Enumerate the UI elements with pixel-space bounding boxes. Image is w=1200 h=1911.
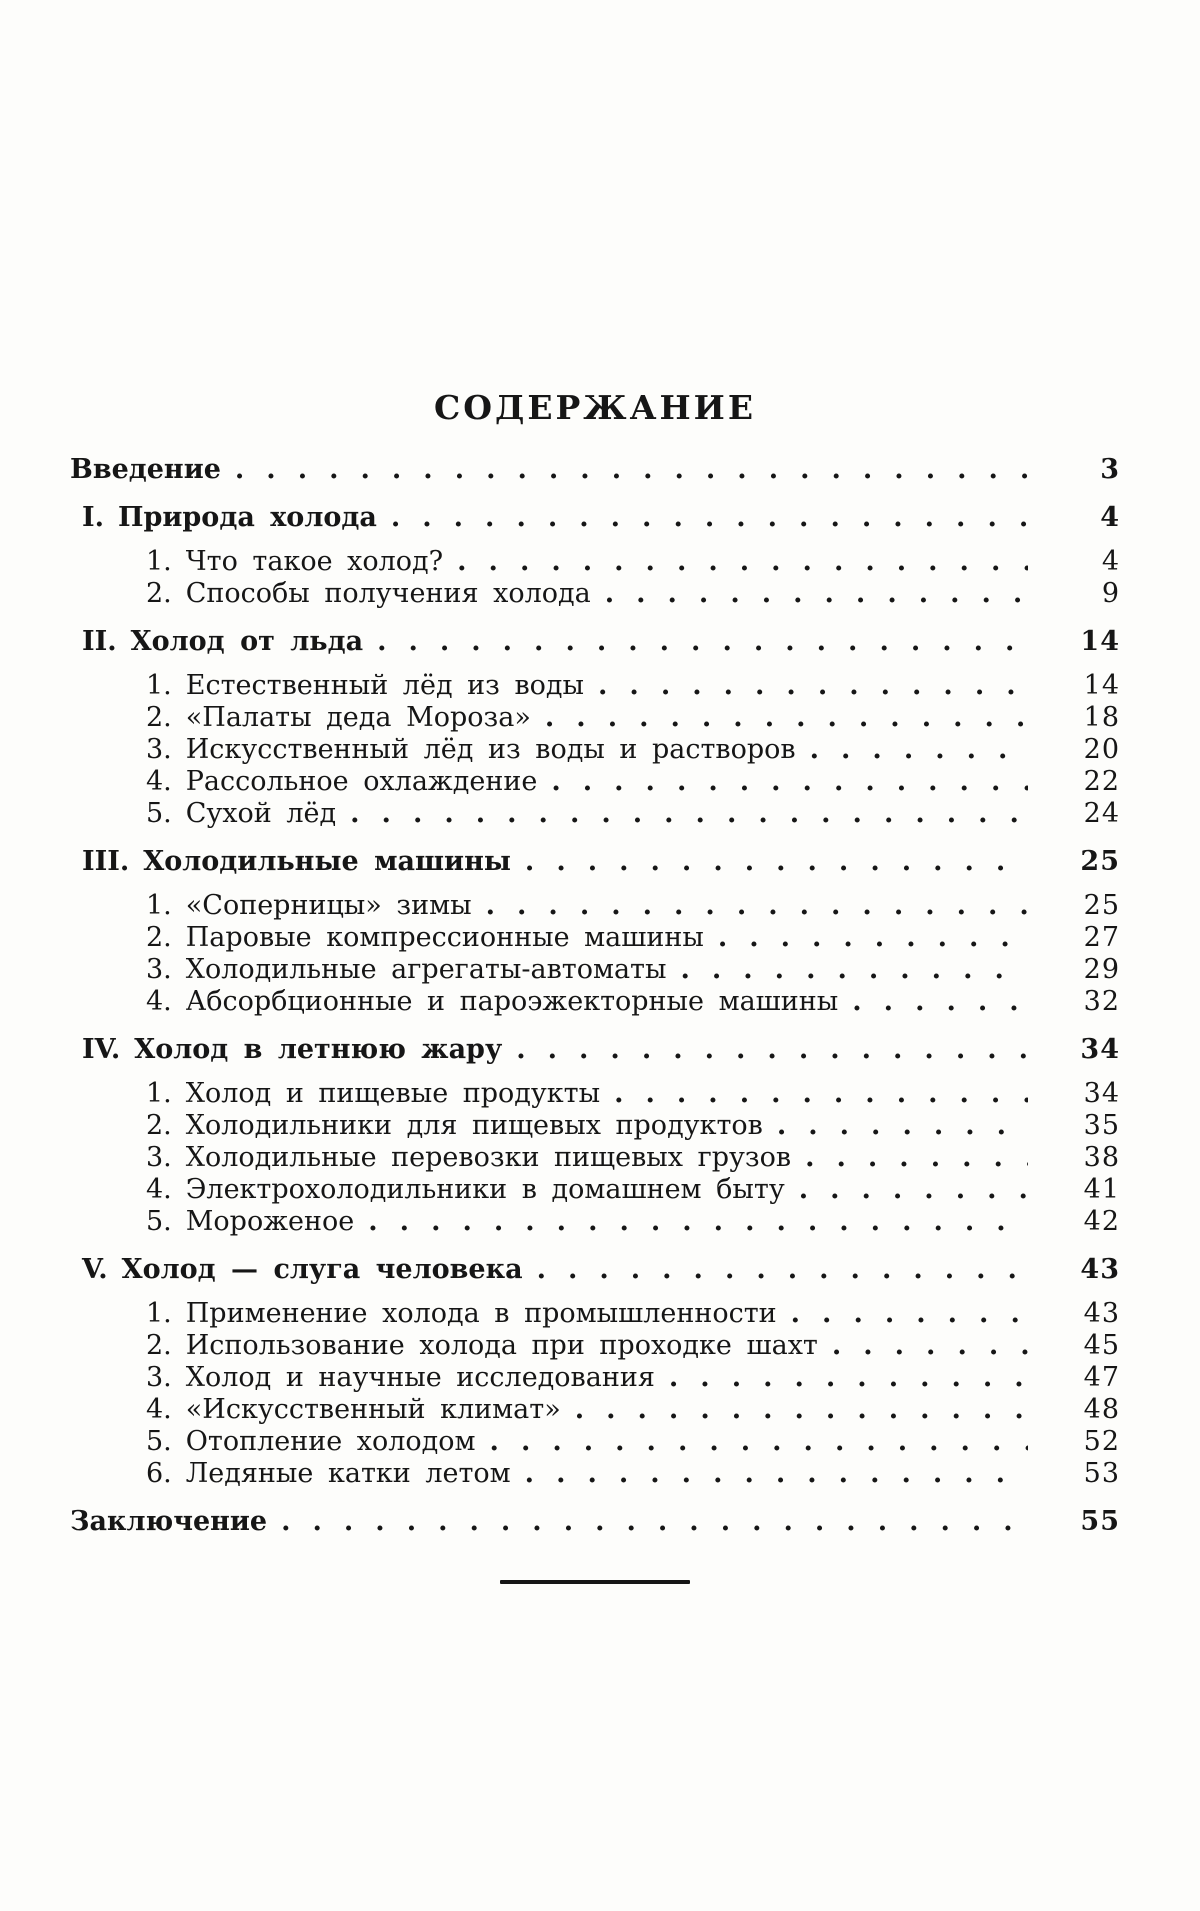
- toc-entry-label: Отопление холодом: [185, 1426, 476, 1457]
- dot-leader: [818, 1330, 1028, 1362]
- dot-leader: [584, 670, 1028, 702]
- toc-row: [70, 1206, 1120, 1238]
- toc-row: [70, 1394, 1120, 1426]
- toc-entry-label: Холод в летнюю жару: [134, 1034, 503, 1065]
- toc-entry-number: 1.: [146, 546, 172, 577]
- toc-entry-page: 9: [1101, 578, 1120, 609]
- toc-entry-page: 34: [1083, 1078, 1120, 1109]
- toc-entry-number: 2.: [146, 702, 172, 733]
- dot-leader: [476, 1426, 1028, 1458]
- toc-row: [70, 1426, 1120, 1458]
- toc-entry-number: 2.: [146, 578, 172, 609]
- toc-entry-page: 25: [1080, 846, 1120, 877]
- toc-row: [70, 986, 1120, 1018]
- dot-leader: [704, 922, 1028, 954]
- toc-entry-page: 42: [1083, 1206, 1120, 1237]
- toc-row: [70, 1458, 1120, 1490]
- dot-leader: [785, 1174, 1028, 1206]
- toc-list: [70, 454, 1120, 1538]
- toc-row: [70, 1110, 1120, 1142]
- toc-entry-number: V.: [82, 1254, 108, 1285]
- toc-entry-label: Холод и пищевые продукты: [185, 1078, 601, 1109]
- dot-leader: [838, 986, 1028, 1018]
- toc-entry-page: 24: [1083, 798, 1120, 829]
- toc-entry-page: 4: [1100, 502, 1120, 533]
- toc-row: [70, 1254, 1120, 1286]
- toc-entry-label: Паровые компрессионные машины: [185, 922, 704, 953]
- toc-row: [70, 798, 1120, 830]
- toc-entry-label: «Соперницы» зимы: [185, 890, 472, 921]
- toc-row: [70, 1330, 1120, 1362]
- toc-entry-number: 2.: [146, 1110, 172, 1141]
- toc-entry-page: 27: [1083, 922, 1120, 953]
- toc-entry-number: III.: [82, 846, 130, 877]
- toc-row: [70, 1078, 1120, 1110]
- toc-entry-page: 48: [1083, 1394, 1120, 1425]
- toc-entry-number: 5.: [146, 798, 172, 829]
- toc-entry-page: 20: [1083, 734, 1120, 765]
- toc-row: [70, 734, 1120, 766]
- dot-leader: [511, 1458, 1028, 1490]
- toc-entry-label: Холод — слуга человека: [121, 1254, 523, 1285]
- toc-entry-page: 34: [1080, 1034, 1120, 1065]
- toc-entry-number: 1.: [146, 890, 172, 921]
- toc-entry-number: 3.: [146, 734, 172, 765]
- toc-row: [70, 502, 1120, 534]
- toc-entry-page: 3: [1100, 454, 1120, 485]
- toc-entry-page: 35: [1083, 1110, 1120, 1141]
- toc-row: [70, 954, 1120, 986]
- toc-entry-page: 14: [1083, 670, 1120, 701]
- dot-leader: [791, 1142, 1028, 1174]
- toc-entry-number: 4.: [146, 766, 172, 797]
- toc-entry-number: 2.: [146, 922, 172, 953]
- dot-leader: [537, 766, 1028, 798]
- toc-entry-label: Заключение: [70, 1506, 268, 1537]
- dot-leader: [796, 734, 1028, 766]
- page-title: СОДЕРЖАНИЕ: [433, 388, 756, 427]
- toc-row: [70, 890, 1120, 922]
- toc-row: [70, 626, 1120, 658]
- toc-entry-label: Сухой лёд: [185, 798, 337, 829]
- dot-leader: [221, 454, 1028, 486]
- toc-entry-label: Рассольное охлаждение: [185, 766, 538, 797]
- dot-leader: [443, 546, 1028, 578]
- toc-entry-number: IV.: [82, 1034, 121, 1065]
- toc-entry-label: Холодильные агрегаты-автоматы: [185, 954, 667, 985]
- toc-entry-page: 29: [1083, 954, 1120, 985]
- toc-row: [70, 1174, 1120, 1206]
- toc-entry-number: 2.: [146, 1330, 172, 1361]
- toc-entry-label: Ледяные катки летом: [185, 1458, 511, 1489]
- toc-entry-page: 52: [1083, 1426, 1120, 1457]
- toc-entry-label: «Искусственный климат»: [185, 1394, 561, 1425]
- toc-entry-label: Электрохолодильники в домашнем быту: [185, 1174, 785, 1205]
- dot-leader: [336, 798, 1028, 830]
- toc-entry-label: Искусственный лёд из воды и растворов: [185, 734, 796, 765]
- toc-entry-label: «Палаты деда Мороза»: [185, 702, 531, 733]
- toc-entry-label: Природа холода: [118, 502, 377, 533]
- toc-entry-label: Холод и научные исследования: [185, 1362, 655, 1393]
- toc-entry-page: 41: [1083, 1174, 1120, 1205]
- toc-entry-page: 18: [1083, 702, 1120, 733]
- toc-row: [70, 1034, 1120, 1066]
- toc-entry-page: 55: [1080, 1506, 1120, 1537]
- toc-row: [70, 846, 1120, 878]
- toc-entry-page: 43: [1083, 1298, 1120, 1329]
- toc-entry-number: 6.: [146, 1458, 172, 1489]
- toc-entry-label: Способы получения холода: [185, 578, 591, 609]
- dot-leader: [267, 1506, 1028, 1538]
- dot-leader: [472, 890, 1028, 922]
- toc-row: [70, 922, 1120, 954]
- dot-leader: [354, 1206, 1028, 1238]
- toc-entry-label: Холод от льда: [130, 626, 364, 657]
- toc-row: [70, 1362, 1120, 1394]
- dot-leader: [591, 578, 1028, 610]
- toc-row: [70, 454, 1120, 486]
- toc-entry-number: 5.: [146, 1206, 172, 1237]
- toc-row: [70, 1298, 1120, 1330]
- dot-leader: [777, 1298, 1028, 1330]
- toc-row: [70, 578, 1120, 610]
- toc-entry-number: II.: [82, 626, 117, 657]
- toc-content: [70, 0, 1120, 1584]
- toc-entry-label: Естественный лёд из воды: [185, 670, 585, 701]
- dot-leader: [666, 954, 1028, 986]
- toc-entry-number: 4.: [146, 986, 172, 1017]
- dot-leader: [600, 1078, 1028, 1110]
- toc-row: [70, 670, 1120, 702]
- toc-entry-number: 1.: [146, 1298, 172, 1329]
- toc-entry-page: 53: [1083, 1458, 1120, 1489]
- toc-row: [70, 766, 1120, 798]
- toc-entry-number: 3.: [146, 954, 172, 985]
- toc-entry-page: 45: [1083, 1330, 1120, 1361]
- section-divider-rule: [500, 1580, 690, 1584]
- toc-entry-label: Холодильники для пищевых продуктов: [185, 1110, 763, 1141]
- toc-row: [70, 1506, 1120, 1538]
- toc-entry-number: 5.: [146, 1426, 172, 1457]
- toc-entry-page: 47: [1083, 1362, 1120, 1393]
- toc-entry-label: Холодильные машины: [143, 846, 511, 877]
- toc-entry-label: Холодильные перевозки пищевых грузов: [185, 1142, 792, 1173]
- toc-entry-label: Использование холода при проходке шахт: [185, 1330, 818, 1361]
- dot-leader: [511, 846, 1028, 878]
- toc-entry-label: Применение холода в промышленности: [185, 1298, 777, 1329]
- dot-leader: [531, 702, 1028, 734]
- dot-leader: [655, 1362, 1028, 1394]
- dot-leader: [377, 502, 1028, 534]
- dot-leader: [763, 1110, 1028, 1142]
- toc-entry-number: I.: [82, 502, 105, 533]
- toc-entry-label: Введение: [70, 454, 221, 485]
- toc-entry-label: Абсорбционные и пароэжекторные машины: [185, 986, 839, 1017]
- toc-entry-page: 38: [1083, 1142, 1120, 1173]
- dot-leader: [523, 1254, 1028, 1286]
- toc-entry-page: 14: [1080, 626, 1120, 657]
- toc-entry-number: 3.: [146, 1142, 172, 1173]
- toc-row: [70, 702, 1120, 734]
- toc-entry-page: 32: [1083, 986, 1120, 1017]
- dot-leader: [363, 626, 1028, 658]
- toc-entry-label: Мороженое: [185, 1206, 355, 1237]
- toc-entry-number: 4.: [146, 1174, 172, 1205]
- toc-row: [70, 1142, 1120, 1174]
- toc-entry-page: 43: [1080, 1254, 1120, 1285]
- toc-entry-page: 4: [1101, 546, 1120, 577]
- toc-entry-number: 3.: [146, 1362, 172, 1393]
- toc-entry-number: 1.: [146, 1078, 172, 1109]
- dot-leader: [502, 1034, 1028, 1066]
- toc-entry-page: 22: [1083, 766, 1120, 797]
- dot-leader: [561, 1394, 1028, 1426]
- toc-entry-number: 4.: [146, 1394, 172, 1425]
- toc-entry-number: 1.: [146, 670, 172, 701]
- toc-entry-page: 25: [1083, 890, 1120, 921]
- toc-row: [70, 546, 1120, 578]
- toc-entry-label: Что такое холод?: [185, 546, 444, 577]
